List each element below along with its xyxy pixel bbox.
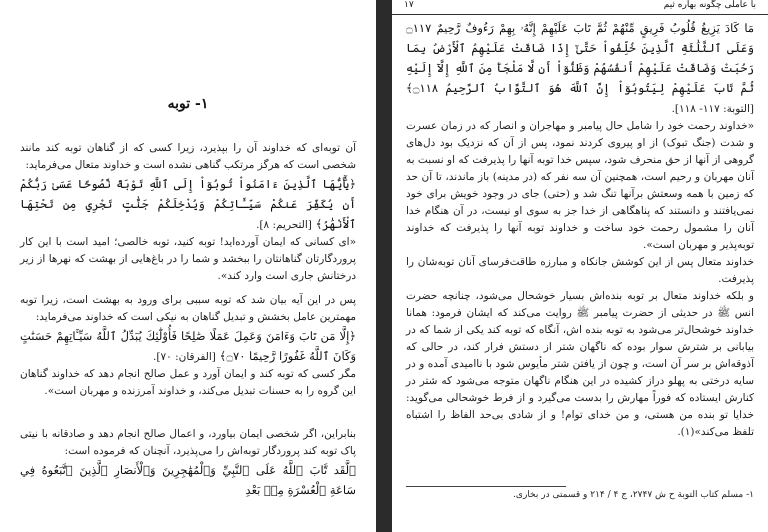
verse-reference: [الفرقان: ۷۰]. xyxy=(153,351,216,363)
footnote-separator xyxy=(406,486,566,487)
paragraph: آن توبه‌ای که خداوند آن را بپذیرد، زیرا کسی که از گناهان توبه کند مانند شخصی است که هرگز مرتکب گناهی نشده است و خداوند متعال می‌فرماید: xyxy=(20,142,356,171)
right-page-body xyxy=(406,18,754,441)
quran-verse xyxy=(20,174,356,234)
quran-verse xyxy=(406,18,754,118)
page-gutter xyxy=(376,0,392,532)
left-page xyxy=(0,0,376,532)
footnote: ۱- مسلم کتاب التوبة ح ش ۲۷۴۷، ج ۴ / ۲۱۴ و قسمتی در بخاری. xyxy=(513,490,754,500)
page-number: ۱۷ xyxy=(404,0,414,10)
header-title: با عاملی چگونه بهاره ثیم xyxy=(663,0,756,10)
chapter-title: ۱- توبه xyxy=(167,96,209,112)
paragraph: بنابراین، اگر شخصی ایمان بیاورد، و اعمال صالح انجام دهد و صادقانه با نیتی پاک توبه کند پروردگار توبه‌اش را می‌پذیرد، آنچنان که فرموده است: xyxy=(20,428,356,457)
paragraph: خداوند متعال پس از این کوشش جانکاه و مبارزه طاقت‌فرسای آنان توبه‌شان را پذیرفت. xyxy=(406,256,754,285)
verse-translation: «ای کسانی که ایمان آورده‌اید! توبه کنید، توبه خالصی؛ امید است با این کار پروردگارتان گناهانتان را ببخشد و شما را در باغ‌هایی از بهشت که نهرها از زیر درختانش جاری است وارد کند». xyxy=(20,236,356,282)
quran-verse xyxy=(20,326,356,366)
verse-text: مَا كَادَ يَزِيغُ قُلُوبُ فَرِيقٍ مِّنْهُمْ ثُمَّ تَابَ عَلَيْهِمْ إِنَّهُۥ بِهِمْ رَءُوفٌ رَّحِيمٌ ۝١١٧ وَعَلَى ٱلثَّلَٰثَةِ ٱلَّذِينَ خُلِّفُواْ حَتَّىٰٓ إِذَا ضَاقَتْ عَلَيْهِمُ ٱلْأَرْضُ بِمَا رَحُبَتْ وَضَاقَتْ عَلَيْهِمْ أَنفُسُهُمْ وَظَنُّوٓاْ أَن لَّا مَلْجَأَ مِنَ ٱللَّهِ إِلَّآ إِلَيْهِ ثُمَّ تَابَ عَلَيْهِمْ لِيَتُوبُوٓاْ إِنَّ ٱللَّهَ هُوَ ٱلتَّوَّابُ ٱلرَّحِيمُ ۝١١٨﴾ xyxy=(406,21,754,95)
verse-text: ﴿يَٰٓأَيُّهَا ٱلَّذِينَ ءَامَنُواْ تُوبُوٓاْ إِلَى ٱللَّهِ تَوْبَةً نَّصُوحًا عَسَىٰ رَبُّكُمْ أَن يُكَفِّرَ عَنكُمْ سَيِّـَٔاتِكُمْ وَيُدْخِلَكُمْ جَنَّٰتٍ تَجْرِي مِن تَحْتِهَا ٱلْأَنْهَٰرُ﴾ xyxy=(20,177,356,231)
verse-text: ﴿إِلَّا مَن تَابَ وَءَامَنَ وَعَمِلَ عَمَلًا صَٰلِحًا فَأُوْلَٰٓئِكَ يُبَدِّلُ ٱللَّهُ سَيِّـَٔاتِهِمْ حَسَنَٰتٍ وَكَانَ ٱللَّهُ غَفُورًا رَّحِيمًا ۝٧٠﴾ xyxy=(20,329,356,363)
verse-translation: مگر کسی که توبه کند و ایمان آورد و عمل صالح انجام دهد که خداوند گناهان این گروه را به حسنات تبدیل می‌کند، و خداوند آمرزنده و مهربان است». xyxy=(20,368,356,397)
right-page xyxy=(392,0,768,532)
verse-translation: «خداوند رحمت خود را شامل حال پیامبر و مهاجران و انصار که در زمان عسرت و شدت (جنگ تبوک) از او پیروی کردند نمود، پس از آن که نزدیک بود دل‌های گروهی از آنها از حق منحرف شود، سپس خدا توبه آنها را پذیرفت که او نسبت به آنان مهربان و رحیم است، همچنین آن سه نفر که (در مدینه) باز ماندند، تا آن حد که زمین با همه وسعتش برآنها تنگ شد و (حتی) جای در وجود خویش برای خود نمی‌یافتند و دانستند که پناهگاهی از خدا جز به سوی او نیست، در آن هنگام خدا آنان را مشمول رحمت خود ساخت و خداوند توبه آنها را پذیرفت که خداوند توبه‌پذیر و مهربان است». xyxy=(406,120,754,251)
verse-reference: [التوبة: ۱۱۷- ۱۱۸]. xyxy=(671,103,754,115)
left-page-body xyxy=(20,140,356,285)
running-header xyxy=(392,0,768,15)
verse-reference: [التحریم: ۸]. xyxy=(256,219,312,231)
left-page-body-2 xyxy=(20,292,356,400)
paragraph: و بلکه خداوند متعال بر توبه بنده‌اش بسیار خوشحال می‌شود، چنانچه حضرت انس ﷺ در حدیثی از حضرت پیامبر ﷺ روایت می‌کند که ایشان فرمود: همانا خداوند خوشحال‌تر می‌شود به توبه بنده اش، آنگاه که توبه کند یکی از شما که در بیابانی بر شترش سوار بوده که ناگهان شتر از دستش فرار کند، در حالی که آذوقه‌اش بر سر آن است، و چون از یافتن شتر مأیوس شود با ناامیدی آمده و در سایه درختی به پهلو دراز کشیده در این هنگام ناگهان متوجه می‌شود که شتر در کنارش ایستاده که فوراً مهارش را بدست می‌گیرد و از فرط خوشحالی می‌گوید: خدایا تو بنده من هستی، و من خدای توام! و از شادی بی‌حد الفاظ را اشتباه تلفظ می‌کند»(۱). xyxy=(406,290,754,438)
paragraph: پس در این آیه بیان شد که توبه سببی برای ورود به بهشت است، زیرا توبه مهمترین عامل بخشش و تبدیل گناهان به نیکی است که خداوند می‌فرماید: xyxy=(20,294,356,323)
quran-verse: ﴿لَّقَد تَّابَ ٱللَّهُ عَلَى ٱلنَّبِيِّ وَٱلْمُهَٰجِرِينَ وَٱلْأَنصَارِ ٱلَّذِينَ ٱتَّبَعُوهُ فِي سَاعَةِ ٱلْعُسْرَةِ مِنۢ بَعْدِ xyxy=(20,463,356,497)
left-page-body-3 xyxy=(20,426,356,500)
